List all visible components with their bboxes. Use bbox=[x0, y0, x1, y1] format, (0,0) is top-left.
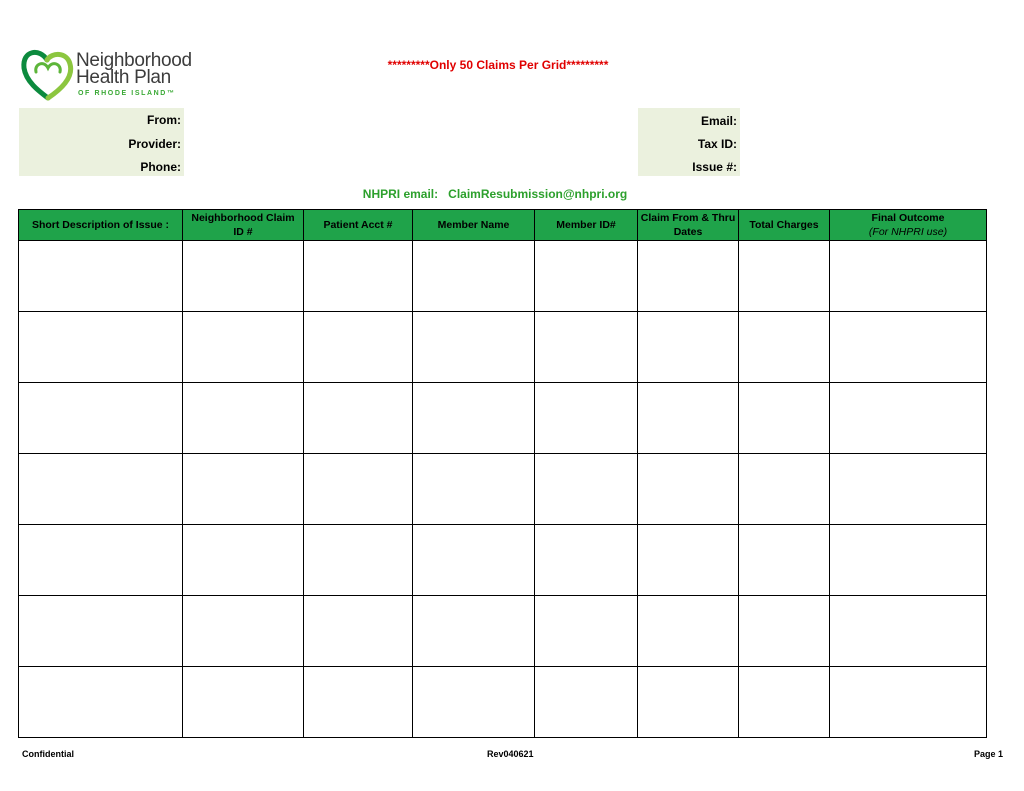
table-cell[interactable] bbox=[830, 667, 987, 738]
table-cell[interactable] bbox=[19, 525, 183, 596]
table-cell[interactable] bbox=[830, 383, 987, 454]
table-row bbox=[19, 454, 987, 525]
table-cell[interactable] bbox=[535, 241, 638, 312]
grid-body bbox=[19, 241, 987, 738]
table-row bbox=[19, 383, 987, 454]
table-cell[interactable] bbox=[739, 241, 830, 312]
col-claim-id: Neighborhood Claim ID # bbox=[183, 210, 304, 241]
table-row bbox=[19, 312, 987, 383]
tax-id-label: Tax ID: bbox=[697, 137, 737, 151]
table-cell[interactable] bbox=[830, 454, 987, 525]
col-member-name: Member Name bbox=[413, 210, 535, 241]
table-cell[interactable] bbox=[638, 312, 739, 383]
final-outcome-title: Final Outcome bbox=[871, 212, 945, 224]
table-cell[interactable] bbox=[739, 312, 830, 383]
table-cell[interactable] bbox=[638, 667, 739, 738]
table-cell[interactable] bbox=[19, 596, 183, 667]
table-cell[interactable] bbox=[183, 312, 304, 383]
table-cell[interactable] bbox=[739, 596, 830, 667]
issue-number-label: Issue #: bbox=[692, 160, 737, 174]
table-row bbox=[19, 241, 987, 312]
table-cell[interactable] bbox=[413, 596, 535, 667]
col-patient-acct: Patient Acct # bbox=[304, 210, 413, 241]
table-row bbox=[19, 525, 987, 596]
col-final-outcome bbox=[830, 210, 987, 241]
table-cell[interactable] bbox=[638, 454, 739, 525]
table-cell[interactable] bbox=[535, 454, 638, 525]
heart-logo-icon bbox=[20, 46, 76, 102]
nhpri-email-address: ClaimResubmission@nhpri.org bbox=[448, 187, 628, 201]
table-cell[interactable] bbox=[739, 525, 830, 596]
provider-label: Provider: bbox=[128, 137, 181, 151]
table-cell[interactable] bbox=[638, 383, 739, 454]
table-cell[interactable] bbox=[19, 383, 183, 454]
nhpri-logo bbox=[20, 46, 210, 102]
table-cell[interactable] bbox=[304, 667, 413, 738]
footer-revision: Rev040621 bbox=[487, 749, 534, 759]
table-cell[interactable] bbox=[183, 454, 304, 525]
table-cell[interactable] bbox=[413, 312, 535, 383]
table-cell[interactable] bbox=[413, 454, 535, 525]
logo-line2: Health Plan bbox=[76, 67, 171, 88]
table-row bbox=[19, 667, 987, 738]
table-cell[interactable] bbox=[830, 312, 987, 383]
footer-confidential: Confidential bbox=[22, 749, 74, 759]
table-cell[interactable] bbox=[304, 596, 413, 667]
table-cell[interactable] bbox=[739, 667, 830, 738]
table-cell[interactable] bbox=[304, 525, 413, 596]
table-cell[interactable] bbox=[304, 312, 413, 383]
phone-label: Phone: bbox=[140, 160, 181, 174]
table-cell[interactable] bbox=[304, 383, 413, 454]
table-cell[interactable] bbox=[638, 241, 739, 312]
table-cell[interactable] bbox=[183, 596, 304, 667]
logo-line3: OF RHODE ISLAND™ bbox=[78, 90, 176, 97]
table-cell[interactable] bbox=[19, 312, 183, 383]
table-cell[interactable] bbox=[830, 596, 987, 667]
email-label: Email: bbox=[700, 114, 737, 128]
table-cell[interactable] bbox=[413, 241, 535, 312]
table-cell[interactable] bbox=[739, 383, 830, 454]
table-cell[interactable] bbox=[183, 667, 304, 738]
table-cell[interactable] bbox=[638, 525, 739, 596]
table-cell[interactable] bbox=[413, 525, 535, 596]
table-cell[interactable] bbox=[830, 241, 987, 312]
from-label: From: bbox=[147, 113, 181, 127]
nhpri-email-line bbox=[300, 187, 690, 201]
col-member-id: Member ID# bbox=[535, 210, 638, 241]
table-cell[interactable] bbox=[535, 667, 638, 738]
table-cell[interactable] bbox=[535, 383, 638, 454]
table-cell[interactable] bbox=[19, 454, 183, 525]
table-cell[interactable] bbox=[19, 241, 183, 312]
nhpri-email-label: NHPRI email: bbox=[362, 187, 439, 201]
table-cell[interactable] bbox=[413, 383, 535, 454]
table-cell[interactable] bbox=[183, 383, 304, 454]
table-cell[interactable] bbox=[535, 525, 638, 596]
footer-page: Page 1 bbox=[974, 749, 1004, 759]
header-row bbox=[19, 210, 987, 241]
table-cell[interactable] bbox=[535, 312, 638, 383]
table-cell[interactable] bbox=[830, 525, 987, 596]
table-cell[interactable] bbox=[304, 454, 413, 525]
col-claim-dates: Claim From & Thru Dates bbox=[638, 210, 739, 241]
table-cell[interactable] bbox=[739, 454, 830, 525]
table-cell[interactable] bbox=[183, 241, 304, 312]
claims-limit-notice: *********Only 50 Claims Per Grid********* bbox=[387, 58, 609, 72]
table-cell[interactable] bbox=[413, 667, 535, 738]
final-outcome-note: (For NHPRI use) bbox=[868, 226, 948, 238]
col-short-description: Short Description of Issue : bbox=[19, 210, 183, 241]
table-cell[interactable] bbox=[638, 596, 739, 667]
table-cell[interactable] bbox=[19, 667, 183, 738]
logo-line1: Neighborhood bbox=[76, 50, 192, 71]
table-row bbox=[19, 596, 987, 667]
table-cell[interactable] bbox=[304, 241, 413, 312]
claims-grid bbox=[18, 209, 987, 738]
table-cell[interactable] bbox=[535, 596, 638, 667]
table-cell[interactable] bbox=[183, 525, 304, 596]
col-total-charges: Total Charges bbox=[739, 210, 830, 241]
